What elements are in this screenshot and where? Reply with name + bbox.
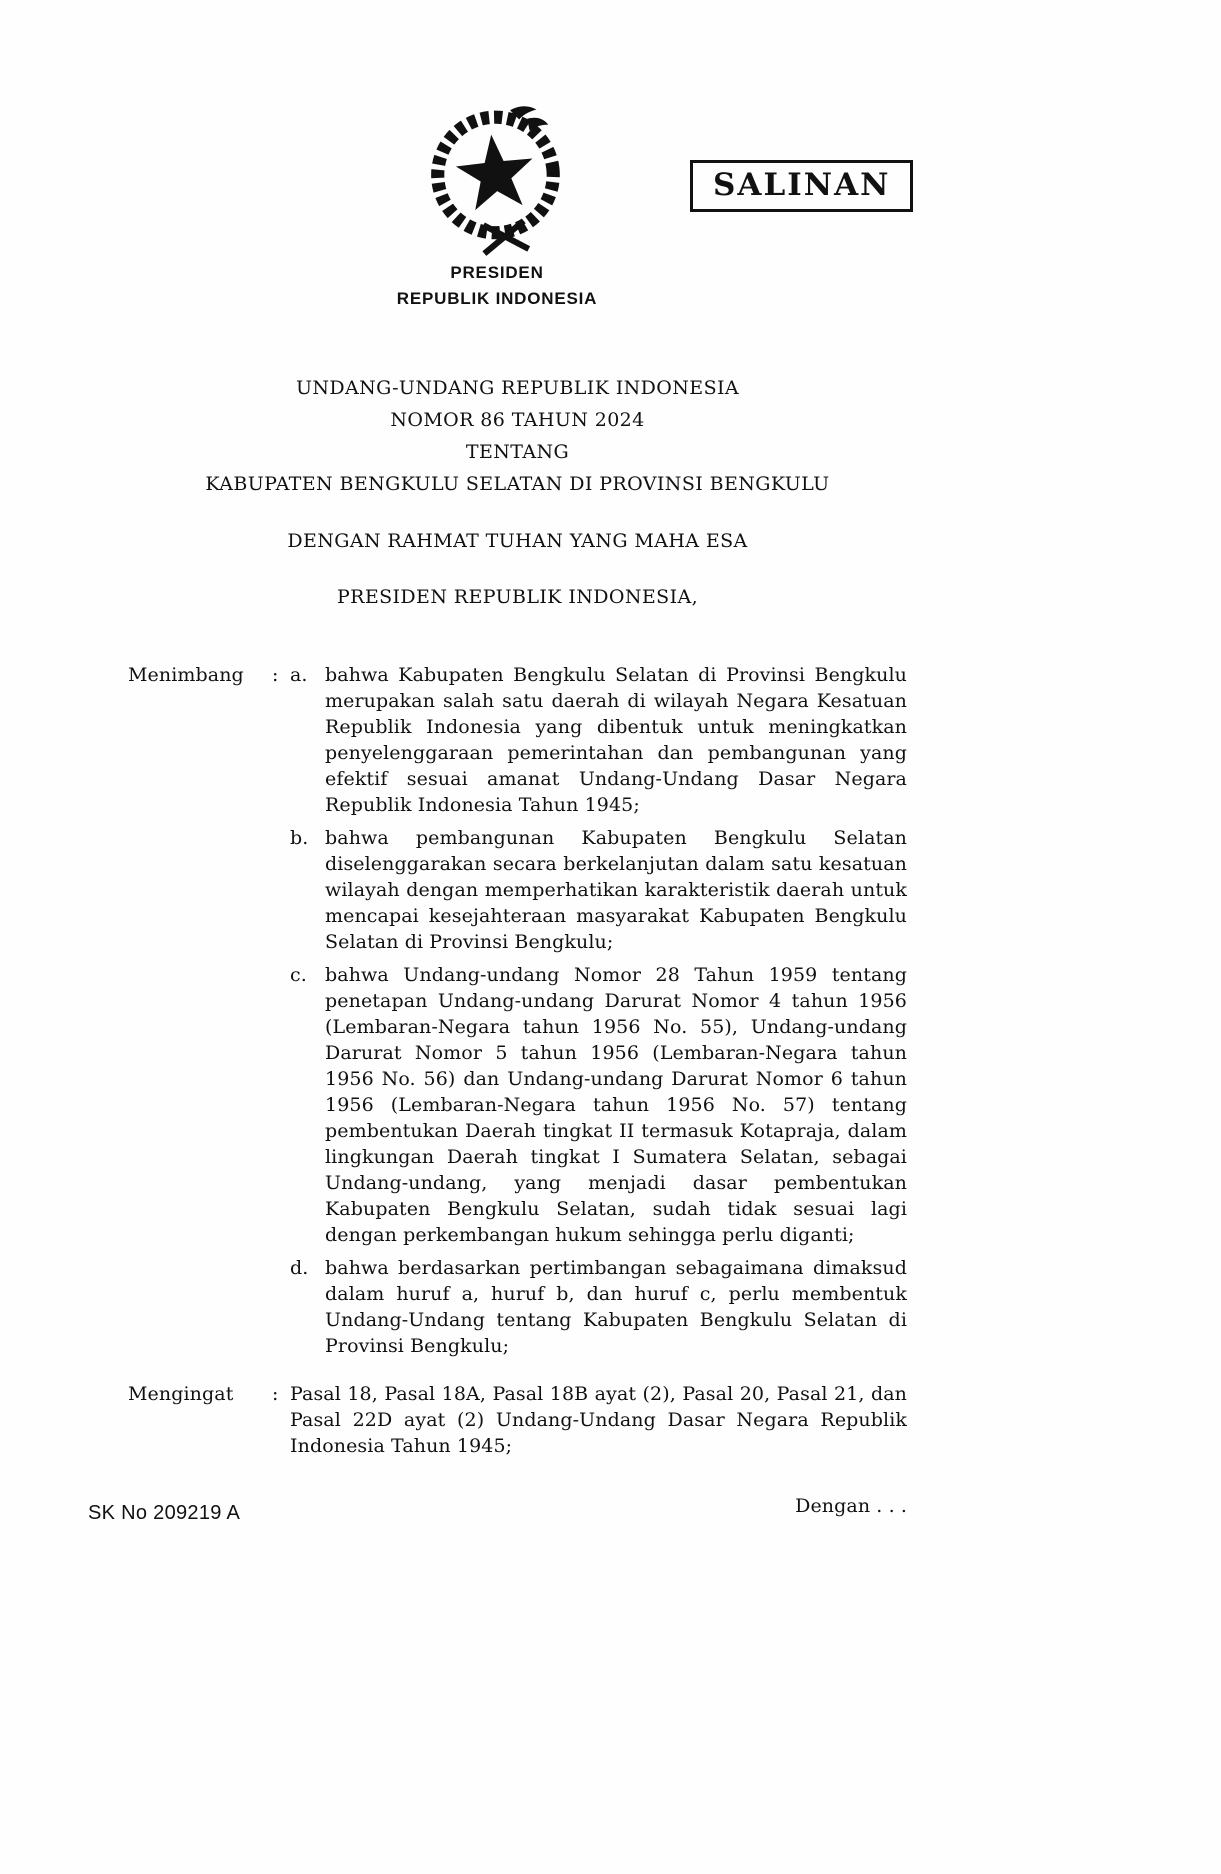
- mengingat-clause: [128, 1381, 907, 1459]
- salinan-stamp: SALINAN: [690, 160, 913, 212]
- item-d-marker: d.: [290, 1257, 309, 1279]
- item-a-text: bahwa Kabupaten Bengkulu Selatan di Provinsi Bengkulu merupakan salah satu daerah di wilayah Negara Kesatuan Republik Indonesia yang dibentuk untuk meningkatkan penyelenggaraan pemerintahan dan pembangunan yang efektif sesuai amanat Undang-Undang Dasar Negara Republik Indonesia Tahun 1945;: [325, 664, 907, 816]
- title-line1: UNDANG-UNDANG REPUBLIK INDONESIA: [295, 377, 740, 399]
- title-line4: KABUPATEN BENGKULU SELATAN DI PROVINSI BENGKULU: [205, 473, 830, 495]
- document-title: [128, 372, 907, 500]
- document-body: [128, 372, 907, 1519]
- menimbang-label: Menimbang: [128, 664, 244, 686]
- mengingat-colon: :: [272, 1383, 279, 1405]
- star-wreath-icon: [420, 104, 572, 256]
- letterhead: [397, 260, 597, 312]
- presidential-emblem-icon: [420, 104, 572, 256]
- invocation-line: DENGAN RAHMAT TUHAN YANG MAHA ESA: [287, 530, 748, 552]
- title-line3: TENTANG: [465, 441, 570, 463]
- menimbang-items: [290, 662, 907, 1359]
- item-c-marker: c.: [290, 964, 307, 986]
- menimbang-clause: [128, 662, 907, 1359]
- item-b-marker: b.: [290, 827, 309, 849]
- item-b-text: bahwa pembangunan Kabupaten Bengkulu Selatan diselenggarakan secara berkelanjutan dalam satu kesatuan wilayah dengan memperhatikan karakteristik daerah untuk mencapai kesejahteraan masyarakat Kabupaten Bengkulu Selatan di Provinsi Bengkulu;: [325, 827, 907, 953]
- menimbang-item-c: [290, 962, 907, 1248]
- catchword: Dengan . . .: [795, 1495, 907, 1517]
- mengingat-label: Mengingat: [128, 1383, 234, 1405]
- letterhead-line1: PRESIDEN: [450, 263, 544, 282]
- mengingat-text: Pasal 18, Pasal 18A, Pasal 18B ayat (2), Pasal 20, Pasal 21, dan Pasal 22D ayat (2) Undang-Undang Dasar Negara Republik Indonesia Tahun 1945;: [290, 1383, 907, 1457]
- item-c-text: bahwa Undang-undang Nomor 28 Tahun 1959 tentang penetapan Undang-undang Darurat Nomor 4 tahun 1956 (Lembaran-Negara tahun 1956 No. 55), Undang-undang Darurat Nomor 5 tahun 1956 (Lembaran-Negara tahun 1956 No. 56) dan Undang-undang Darurat Nomor 6 tahun 1956 (Lembaran-Negara tahun 1956 No. 57) tentang pembentukan Daerah tingkat II termasuk Kotapraja, dalam lingkungan Daerah tingkat I Sumatera Selatan, sebagai Undang-undang, yang menjadi dasar pembentukan Kabupaten Bengkulu Selatan, sudah tidak sesuai lagi dengan perkembangan hukum sehingga perlu diganti;: [325, 964, 907, 1246]
- item-d-text: bahwa berdasarkan pertimbangan sebagaimana dimaksud dalam huruf a, huruf b, dan huruf c, perlu membentuk Undang-Undang tentang Kabupaten Bengkulu Selatan di Provinsi Bengkulu;: [325, 1257, 907, 1357]
- item-a-marker: a.: [290, 664, 308, 686]
- letterhead-line2: REPUBLIK INDONESIA: [396, 289, 598, 308]
- authority-line: PRESIDEN REPUBLIK INDONESIA,: [336, 586, 699, 608]
- menimbang-item-a: [290, 662, 907, 818]
- menimbang-item-d: [290, 1255, 907, 1359]
- sk-number: SK No 209219 A: [88, 1502, 241, 1524]
- title-line2: NOMOR 86 TAHUN 2024: [390, 409, 645, 431]
- menimbang-item-b: [290, 825, 907, 955]
- menimbang-colon: :: [272, 664, 279, 686]
